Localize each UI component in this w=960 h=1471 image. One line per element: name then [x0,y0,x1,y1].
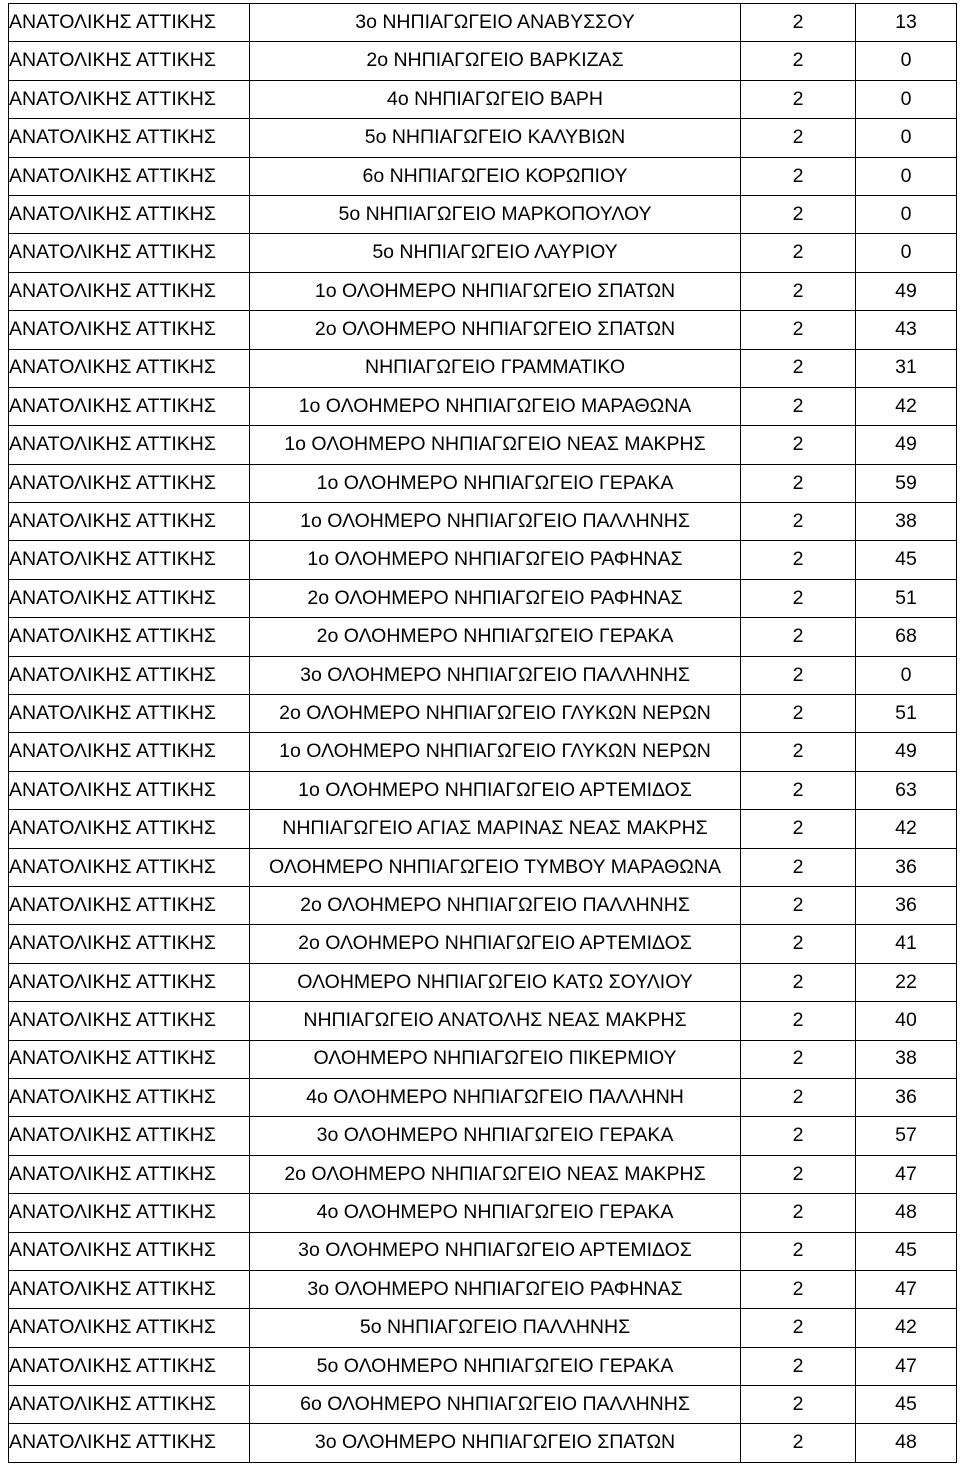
region-cell: ΑΝΑΤΟΛΙΚΗΣ ΑΤΤΙΚΗΣ [9,503,250,541]
region-cell: ΑΝΑΤΟΛΙΚΗΣ ΑΤΤΙΚΗΣ [9,541,250,579]
number-cell: 2 [741,234,856,272]
school-name-cell: 6ο ΝΗΠΙΑΓΩΓΕΙΟ ΚΟΡΩΠΙΟΥ [250,157,741,195]
schools-table [8,3,957,1463]
school-name-cell: 1ο ΟΛΟΗΜΕΡΟ ΝΗΠΙΑΓΩΓΕΙΟ ΣΠΑΤΩΝ [250,272,741,310]
count-cell: 43 [856,311,957,349]
table-row [9,1347,957,1385]
region-cell: ΑΝΑΤΟΛΙΚΗΣ ΑΤΤΙΚΗΣ [9,426,250,464]
school-name-cell: 6ο ΟΛΟΗΜΕΡΟ ΝΗΠΙΑΓΩΓΕΙΟ ΠΑΛΛΗΝΗΣ [250,1386,741,1424]
table-row [9,656,957,694]
table-row [9,4,957,42]
count-cell: 49 [856,733,957,771]
school-name-cell: 1ο ΟΛΟΗΜΕΡΟ ΝΗΠΙΑΓΩΓΕΙΟ ΡΑΦΗΝΑΣ [250,541,741,579]
region-cell: ΑΝΑΤΟΛΙΚΗΣ ΑΤΤΙΚΗΣ [9,1309,250,1347]
number-cell: 2 [741,1424,856,1462]
region-cell: ΑΝΑΤΟΛΙΚΗΣ ΑΤΤΙΚΗΣ [9,695,250,733]
school-name-cell: 1ο ΟΛΟΗΜΕΡΟ ΝΗΠΙΑΓΩΓΕΙΟ ΑΡΤΕΜΙΔΟΣ [250,771,741,809]
school-name-cell: 2ο ΟΛΟΗΜΕΡΟ ΝΗΠΙΑΓΩΓΕΙΟ ΓΛΥΚΩΝ ΝΕΡΩΝ [250,695,741,733]
table-row [9,848,957,886]
number-cell: 2 [741,1155,856,1193]
region-cell: ΑΝΑΤΟΛΙΚΗΣ ΑΤΤΙΚΗΣ [9,656,250,694]
count-cell: 0 [856,656,957,694]
number-cell: 2 [741,426,856,464]
school-name-cell: 1ο ΟΛΟΗΜΕΡΟ ΝΗΠΙΑΓΩΓΕΙΟ ΜΑΡΑΘΩΝΑ [250,387,741,425]
table-row [9,1078,957,1116]
number-cell: 2 [741,1117,856,1155]
region-cell: ΑΝΑΤΟΛΙΚΗΣ ΑΤΤΙΚΗΣ [9,195,250,233]
school-name-cell: 4ο ΟΛΟΗΜΕΡΟ ΝΗΠΙΑΓΩΓΕΙΟ ΠΑΛΛΗΝΗ [250,1078,741,1116]
table-row [9,1309,957,1347]
school-name-cell: 5ο ΝΗΠΙΑΓΩΓΕΙΟ ΜΑΡΚΟΠΟΥΛΟΥ [250,195,741,233]
school-name-cell: 2ο ΟΛΟΗΜΕΡΟ ΝΗΠΙΑΓΩΓΕΙΟ ΡΑΦΗΝΑΣ [250,579,741,617]
number-cell: 2 [741,695,856,733]
school-name-cell: 3ο ΟΛΟΗΜΕΡΟ ΝΗΠΙΑΓΩΓΕΙΟ ΡΑΦΗΝΑΣ [250,1270,741,1308]
table-row [9,1117,957,1155]
number-cell: 2 [741,1040,856,1078]
number-cell: 2 [741,810,856,848]
number-cell: 2 [741,503,856,541]
table-row [9,349,957,387]
number-cell: 2 [741,1347,856,1385]
count-cell: 0 [856,234,957,272]
table-row [9,42,957,80]
table-row [9,157,957,195]
count-cell: 31 [856,349,957,387]
count-cell: 0 [856,42,957,80]
number-cell: 2 [741,80,856,118]
region-cell: ΑΝΑΤΟΛΙΚΗΣ ΑΤΤΙΚΗΣ [9,771,250,809]
school-name-cell: 3ο ΟΛΟΗΜΕΡΟ ΝΗΠΙΑΓΩΓΕΙΟ ΣΠΑΤΩΝ [250,1424,741,1462]
region-cell: ΑΝΑΤΟΛΙΚΗΣ ΑΤΤΙΚΗΣ [9,1155,250,1193]
table-row [9,234,957,272]
school-name-cell: ΝΗΠΙΑΓΩΓΕΙΟ ΑΝΑΤΟΛΗΣ ΝΕΑΣ ΜΑΚΡΗΣ [250,1002,741,1040]
table-row [9,1040,957,1078]
count-cell: 47 [856,1155,957,1193]
number-cell: 2 [741,1270,856,1308]
count-cell: 48 [856,1424,957,1462]
school-name-cell: 2ο ΟΛΟΗΜΕΡΟ ΝΗΠΙΑΓΩΓΕΙΟ ΠΑΛΛΗΝΗΣ [250,886,741,924]
count-cell: 36 [856,848,957,886]
count-cell: 51 [856,695,957,733]
number-cell: 2 [741,848,856,886]
school-name-cell: ΟΛΟΗΜΕΡΟ ΝΗΠΙΑΓΩΓΕΙΟ ΚΑΤΩ ΣΟΥΛΙΟΥ [250,963,741,1001]
school-name-cell: ΝΗΠΙΑΓΩΓΕΙΟ ΑΓΙΑΣ ΜΑΡΙΝΑΣ ΝΕΑΣ ΜΑΚΡΗΣ [250,810,741,848]
table-row [9,1386,957,1424]
count-cell: 68 [856,618,957,656]
number-cell: 2 [741,1078,856,1116]
table-row [9,1194,957,1232]
school-name-cell: 2ο ΟΛΟΗΜΕΡΟ ΝΗΠΙΑΓΩΓΕΙΟ ΝΕΑΣ ΜΑΚΡΗΣ [250,1155,741,1193]
number-cell: 2 [741,311,856,349]
count-cell: 63 [856,771,957,809]
number-cell: 2 [741,771,856,809]
region-cell: ΑΝΑΤΟΛΙΚΗΣ ΑΤΤΙΚΗΣ [9,1386,250,1424]
region-cell: ΑΝΑΤΟΛΙΚΗΣ ΑΤΤΙΚΗΣ [9,810,250,848]
number-cell: 2 [741,618,856,656]
count-cell: 38 [856,1040,957,1078]
count-cell: 13 [856,4,957,42]
region-cell: ΑΝΑΤΟΛΙΚΗΣ ΑΤΤΙΚΗΣ [9,157,250,195]
region-cell: ΑΝΑΤΟΛΙΚΗΣ ΑΤΤΙΚΗΣ [9,579,250,617]
school-name-cell: 3ο ΟΛΟΗΜΕΡΟ ΝΗΠΙΑΓΩΓΕΙΟ ΓΕΡΑΚΑ [250,1117,741,1155]
count-cell: 38 [856,503,957,541]
school-name-cell: 1ο ΟΛΟΗΜΕΡΟ ΝΗΠΙΑΓΩΓΕΙΟ ΠΑΛΛΗΝΗΣ [250,503,741,541]
table-row [9,1424,957,1462]
school-name-cell: 1ο ΟΛΟΗΜΕΡΟ ΝΗΠΙΑΓΩΓΕΙΟ ΝΕΑΣ ΜΑΚΡΗΣ [250,426,741,464]
table-row [9,618,957,656]
number-cell: 2 [741,157,856,195]
count-cell: 47 [856,1270,957,1308]
region-cell: ΑΝΑΤΟΛΙΚΗΣ ΑΤΤΙΚΗΣ [9,1002,250,1040]
region-cell: ΑΝΑΤΟΛΙΚΗΣ ΑΤΤΙΚΗΣ [9,1194,250,1232]
region-cell: ΑΝΑΤΟΛΙΚΗΣ ΑΤΤΙΚΗΣ [9,1040,250,1078]
table-row [9,541,957,579]
count-cell: 0 [856,157,957,195]
table-row [9,579,957,617]
count-cell: 45 [856,541,957,579]
school-name-cell: 1ο ΟΛΟΗΜΕΡΟ ΝΗΠΙΑΓΩΓΕΙΟ ΓΛΥΚΩΝ ΝΕΡΩΝ [250,733,741,771]
number-cell: 2 [741,733,856,771]
number-cell: 2 [741,42,856,80]
school-name-cell: 5ο ΝΗΠΙΑΓΩΓΕΙΟ ΚΑΛΥΒΙΩΝ [250,119,741,157]
count-cell: 51 [856,579,957,617]
count-cell: 42 [856,1309,957,1347]
table-row [9,695,957,733]
region-cell: ΑΝΑΤΟΛΙΚΗΣ ΑΤΤΙΚΗΣ [9,464,250,502]
number-cell: 2 [741,579,856,617]
region-cell: ΑΝΑΤΟΛΙΚΗΣ ΑΤΤΙΚΗΣ [9,1347,250,1385]
number-cell: 2 [741,119,856,157]
count-cell: 0 [856,119,957,157]
count-cell: 45 [856,1386,957,1424]
region-cell: ΑΝΑΤΟΛΙΚΗΣ ΑΤΤΙΚΗΣ [9,4,250,42]
count-cell: 59 [856,464,957,502]
school-name-cell: 2ο ΟΛΟΗΜΕΡΟ ΝΗΠΙΑΓΩΓΕΙΟ ΑΡΤΕΜΙΔΟΣ [250,925,741,963]
region-cell: ΑΝΑΤΟΛΙΚΗΣ ΑΤΤΙΚΗΣ [9,1078,250,1116]
number-cell: 2 [741,886,856,924]
school-name-cell: 5ο ΟΛΟΗΜΕΡΟ ΝΗΠΙΑΓΩΓΕΙΟ ΓΕΡΑΚΑ [250,1347,741,1385]
school-name-cell: 2ο ΟΛΟΗΜΕΡΟ ΝΗΠΙΑΓΩΓΕΙΟ ΣΠΑΤΩΝ [250,311,741,349]
count-cell: 45 [856,1232,957,1270]
region-cell: ΑΝΑΤΟΛΙΚΗΣ ΑΤΤΙΚΗΣ [9,387,250,425]
region-cell: ΑΝΑΤΟΛΙΚΗΣ ΑΤΤΙΚΗΣ [9,311,250,349]
count-cell: 0 [856,80,957,118]
table-row [9,886,957,924]
number-cell: 2 [741,4,856,42]
region-cell: ΑΝΑΤΟΛΙΚΗΣ ΑΤΤΙΚΗΣ [9,925,250,963]
region-cell: ΑΝΑΤΟΛΙΚΗΣ ΑΤΤΙΚΗΣ [9,42,250,80]
school-name-cell: 2ο ΝΗΠΙΑΓΩΓΕΙΟ ΒΑΡΚΙΖΑΣ [250,42,741,80]
region-cell: ΑΝΑΤΟΛΙΚΗΣ ΑΤΤΙΚΗΣ [9,119,250,157]
table-row [9,1002,957,1040]
region-cell: ΑΝΑΤΟΛΙΚΗΣ ΑΤΤΙΚΗΣ [9,963,250,1001]
table-row [9,771,957,809]
number-cell: 2 [741,387,856,425]
number-cell: 2 [741,1194,856,1232]
number-cell: 2 [741,925,856,963]
region-cell: ΑΝΑΤΟΛΙΚΗΣ ΑΤΤΙΚΗΣ [9,618,250,656]
school-name-cell: 1ο ΟΛΟΗΜΕΡΟ ΝΗΠΙΑΓΩΓΕΙΟ ΓΕΡΑΚΑ [250,464,741,502]
table-row [9,1232,957,1270]
school-name-cell: 4ο ΟΛΟΗΜΕΡΟ ΝΗΠΙΑΓΩΓΕΙΟ ΓΕΡΑΚΑ [250,1194,741,1232]
number-cell: 2 [741,541,856,579]
school-name-cell: 5ο ΝΗΠΙΑΓΩΓΕΙΟ ΛΑΥΡΙΟΥ [250,234,741,272]
count-cell: 57 [856,1117,957,1155]
table-row [9,1270,957,1308]
region-cell: ΑΝΑΤΟΛΙΚΗΣ ΑΤΤΙΚΗΣ [9,272,250,310]
school-name-cell: 2ο ΟΛΟΗΜΕΡΟ ΝΗΠΙΑΓΩΓΕΙΟ ΓΕΡΑΚΑ [250,618,741,656]
count-cell: 42 [856,810,957,848]
number-cell: 2 [741,464,856,502]
number-cell: 2 [741,1232,856,1270]
table-row [9,272,957,310]
region-cell: ΑΝΑΤΟΛΙΚΗΣ ΑΤΤΙΚΗΣ [9,234,250,272]
table-row [9,963,957,1001]
school-name-cell: 3ο ΟΛΟΗΜΕΡΟ ΝΗΠΙΑΓΩΓΕΙΟ ΠΑΛΛΗΝΗΣ [250,656,741,694]
number-cell: 2 [741,1386,856,1424]
table-row [9,426,957,464]
region-cell: ΑΝΑΤΟΛΙΚΗΣ ΑΤΤΙΚΗΣ [9,733,250,771]
table-row [9,80,957,118]
school-name-cell: 3ο ΟΛΟΗΜΕΡΟ ΝΗΠΙΑΓΩΓΕΙΟ ΑΡΤΕΜΙΔΟΣ [250,1232,741,1270]
table-row [9,733,957,771]
school-name-cell: 4ο ΝΗΠΙΑΓΩΓΕΙΟ ΒΑΡΗ [250,80,741,118]
table-row [9,464,957,502]
table-row [9,387,957,425]
count-cell: 47 [856,1347,957,1385]
region-cell: ΑΝΑΤΟΛΙΚΗΣ ΑΤΤΙΚΗΣ [9,1232,250,1270]
school-name-cell: ΟΛΟΗΜΕΡΟ ΝΗΠΙΑΓΩΓΕΙΟ ΠΙΚΕΡΜΙΟΥ [250,1040,741,1078]
number-cell: 2 [741,963,856,1001]
count-cell: 22 [856,963,957,1001]
number-cell: 2 [741,349,856,387]
number-cell: 2 [741,656,856,694]
number-cell: 2 [741,272,856,310]
table-row [9,503,957,541]
school-name-cell: 5ο ΝΗΠΙΑΓΩΓΕΙΟ ΠΑΛΛΗΝΗΣ [250,1309,741,1347]
count-cell: 49 [856,272,957,310]
count-cell: 36 [856,1078,957,1116]
number-cell: 2 [741,1002,856,1040]
region-cell: ΑΝΑΤΟΛΙΚΗΣ ΑΤΤΙΚΗΣ [9,886,250,924]
region-cell: ΑΝΑΤΟΛΙΚΗΣ ΑΤΤΙΚΗΣ [9,80,250,118]
count-cell: 40 [856,1002,957,1040]
count-cell: 36 [856,886,957,924]
count-cell: 49 [856,426,957,464]
school-name-cell: 3ο ΝΗΠΙΑΓΩΓΕΙΟ ΑΝΑΒΥΣΣΟΥ [250,4,741,42]
school-name-cell: ΟΛΟΗΜΕΡΟ ΝΗΠΙΑΓΩΓΕΙΟ ΤΥΜΒΟΥ ΜΑΡΑΘΩΝΑ [250,848,741,886]
region-cell: ΑΝΑΤΟΛΙΚΗΣ ΑΤΤΙΚΗΣ [9,1424,250,1462]
region-cell: ΑΝΑΤΟΛΙΚΗΣ ΑΤΤΙΚΗΣ [9,1117,250,1155]
table-row [9,119,957,157]
count-cell: 41 [856,925,957,963]
table-row [9,810,957,848]
table-row [9,311,957,349]
schools-table-body [9,4,957,1463]
table-row [9,925,957,963]
number-cell: 2 [741,1309,856,1347]
count-cell: 48 [856,1194,957,1232]
table-row [9,1155,957,1193]
region-cell: ΑΝΑΤΟΛΙΚΗΣ ΑΤΤΙΚΗΣ [9,1270,250,1308]
count-cell: 42 [856,387,957,425]
count-cell: 0 [856,195,957,233]
number-cell: 2 [741,195,856,233]
region-cell: ΑΝΑΤΟΛΙΚΗΣ ΑΤΤΙΚΗΣ [9,848,250,886]
school-name-cell: ΝΗΠΙΑΓΩΓΕΙΟ ΓΡΑΜΜΑΤΙΚΟ [250,349,741,387]
region-cell: ΑΝΑΤΟΛΙΚΗΣ ΑΤΤΙΚΗΣ [9,349,250,387]
table-row [9,195,957,233]
